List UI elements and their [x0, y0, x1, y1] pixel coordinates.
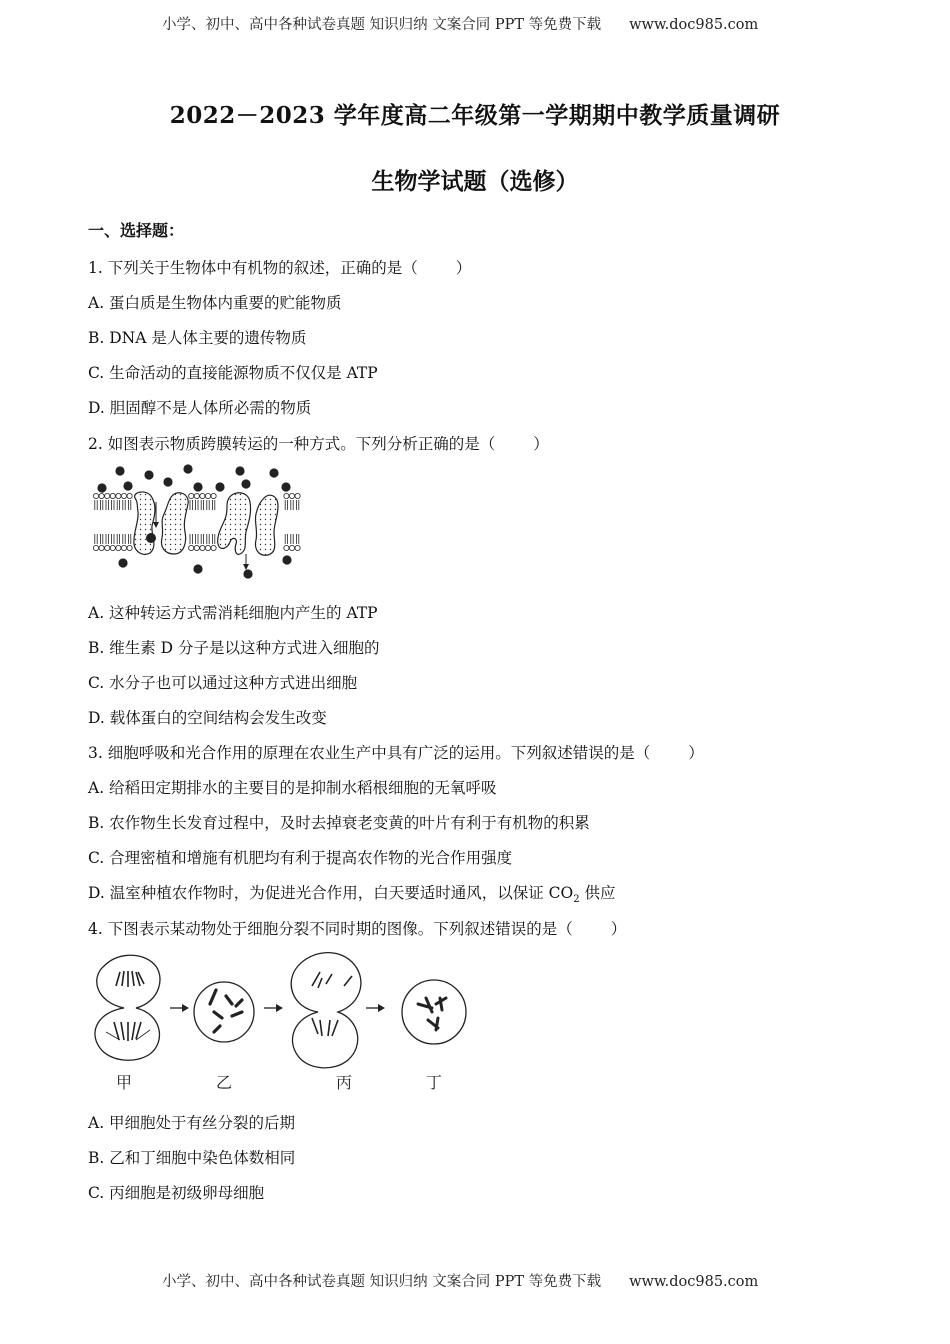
- inside-molecules: [118, 555, 291, 578]
- question-3-stem: 3. 细胞呼吸和光合作用的原理在农业生产中具有广泛的运用。下列叙述错误的是（ ）: [88, 744, 704, 762]
- outside-molecules: [97, 464, 290, 492]
- label-yi: 乙: [215, 1073, 233, 1092]
- question-1-option-a: A. 蛋白质是生物体内重要的贮能物质: [88, 294, 342, 312]
- carrier-protein-right-b: [255, 495, 278, 555]
- page-header: [162, 13, 758, 34]
- question-4-option-a: A. 甲细胞处于有丝分裂的后期: [88, 1114, 296, 1132]
- question-2-stem: 2. 如图表示物质跨膜转运的一种方式。下列分析正确的是（ ）: [88, 435, 549, 453]
- question-1-stem: 1. 下列关于生物体中有机物的叙述，正确的是（ ）: [88, 259, 472, 277]
- membrane-transport-figure: [88, 462, 308, 582]
- cell-bing: [291, 953, 361, 1068]
- question-2-option-b: B. 维生素 D 分子是以这种方式进入细胞的: [88, 639, 380, 657]
- carrier-protein-left-a: [134, 492, 155, 554]
- carrier-protein-right-a: [218, 493, 251, 555]
- question-1-option-b: B. DNA 是人体主要的遗传物质: [88, 329, 307, 347]
- question-3-option-c: C. 合理密植和增施有机肥均有利于提高农作物的光合作用强度: [88, 849, 513, 867]
- question-2-option-d: D. 载体蛋白的空间结构会发生改变: [88, 709, 327, 727]
- arrowhead-left: [153, 522, 159, 528]
- header-site[interactable]: www.doc985.com: [629, 17, 759, 33]
- question-1-option-d: D. 胆固醇不是人体所必需的物质: [88, 399, 312, 417]
- page-footer: [162, 1270, 758, 1291]
- footer-site[interactable]: www.doc985.com: [629, 1274, 759, 1290]
- footer-text: 小学、初中、高中各种试卷真题 知识归纳 文案合同 PPT 等免费下载: [162, 1274, 602, 1290]
- label-ding: 丁: [425, 1073, 443, 1092]
- label-jia: 甲: [115, 1073, 133, 1092]
- question-4-option-b: B. 乙和丁细胞中染色体数相同: [88, 1149, 296, 1167]
- arrowhead-right: [243, 564, 249, 570]
- carrier-protein-left-b: [162, 493, 189, 554]
- question-3-option-a: A. 给稻田定期排水的主要目的是抑制水稻根细胞的无氧呼吸: [88, 779, 497, 797]
- question-4-stem: 4. 下图表示某动物处于细胞分裂不同时期的图像。下列叙述错误的是（ ）: [88, 920, 627, 938]
- question-4-option-c: C. 丙细胞是初级卵母细胞: [88, 1184, 265, 1202]
- question-2-option-c: C. 水分子也可以通过这种方式进出细胞: [88, 674, 358, 692]
- cell-ding: [402, 980, 466, 1044]
- section-heading: 一、选择题：: [88, 221, 185, 240]
- arrow-jia-to-yi: [170, 1004, 189, 1012]
- cell-jia: [95, 955, 160, 1060]
- question-3-option-d: D. 温室种植农作物时，为促进光合作用，白天要适时通风，以保证 $CO_2$ 供应: [88, 884, 616, 906]
- page-title: 2022－2023 学年度高二年级第一学期期中教学质量调研: [169, 102, 781, 129]
- header-text: 小学、初中、高中各种试卷真题 知识归纳 文案合同 PPT 等免费下载: [162, 17, 602, 33]
- question-3-option-b: B. 农作物生长发育过程中，及时去掉衰老变黄的叶片有利于有机物的积累: [88, 814, 590, 832]
- question-2-option-a: A. 这种转运方式需消耗细胞内产生的 ATP: [88, 604, 378, 622]
- question-1-option-c: C. 生命活动的直接能源物质不仅仅是 ATP: [88, 364, 378, 382]
- page-subtitle: 生物学试题（选修）: [371, 168, 579, 195]
- cell-yi: [194, 982, 254, 1042]
- arrow-bing-to-ding: [366, 1004, 385, 1012]
- label-bing: 丙: [335, 1073, 353, 1092]
- cell-division-figure: [86, 946, 476, 1094]
- bound-molecule: [146, 533, 156, 543]
- arrow-yi-to-bing: [264, 1004, 283, 1012]
